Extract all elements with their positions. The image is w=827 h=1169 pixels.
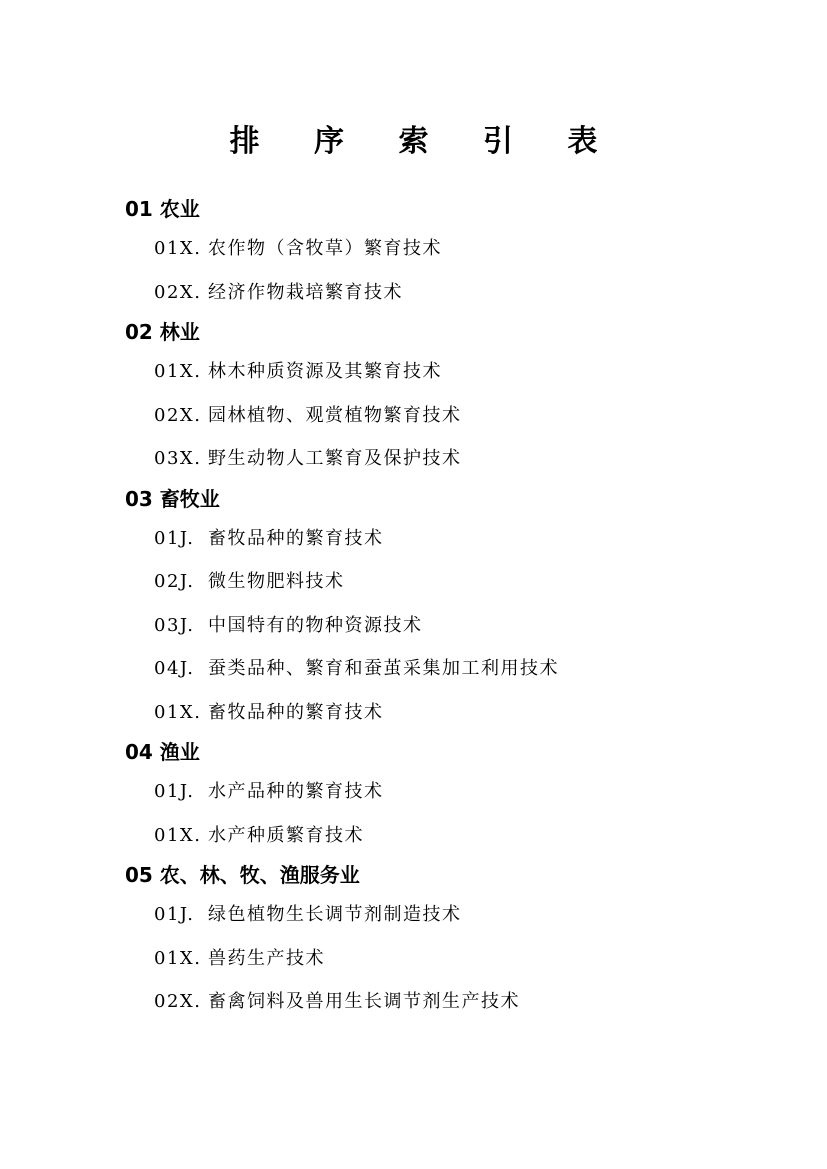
- section-services: [0, 857, 827, 1024]
- section-heading: 02 林业: [125, 320, 200, 344]
- entry-text: 水产种质繁育技术: [208, 824, 364, 846]
- entry-text: 畜牧品种的繁育技术: [208, 701, 384, 723]
- index-entry: [0, 437, 827, 481]
- entry-code: 01J.: [154, 904, 195, 925]
- entry-text: 水产品种的繁育技术: [208, 781, 384, 802]
- entry-text: 绿色植物生长调节剂制造技术: [208, 904, 462, 925]
- entry-code: 04J.: [154, 658, 195, 679]
- entry-text: 畜牧品种的繁育技术: [208, 527, 384, 549]
- index-entry: [0, 350, 827, 394]
- index-entry: [0, 394, 827, 438]
- index-entry: [0, 980, 827, 1024]
- section-forestry: [0, 314, 827, 481]
- index-entry: [0, 814, 827, 858]
- entry-text: 园林植物、观赏植物繁育技术: [208, 404, 462, 426]
- section-animal-husbandry: [0, 481, 827, 735]
- index-entry: [0, 604, 827, 648]
- entry-code: 01X.: [154, 701, 202, 723]
- entry-code: 02J.: [154, 571, 195, 592]
- entry-text: 微生物肥料技术: [208, 571, 345, 592]
- index-entry: [0, 271, 827, 315]
- entry-code: 01X.: [154, 238, 202, 259]
- entry-code: 02X.: [154, 281, 202, 303]
- entry-text: 野生动物人工繁育及保护技术: [208, 448, 462, 469]
- index-entry: [0, 893, 827, 937]
- index-entry: [0, 937, 827, 981]
- entry-text: 经济作物栽培繁育技术: [208, 281, 403, 303]
- index-entry: [0, 517, 827, 561]
- entry-code: 03X.: [154, 448, 202, 469]
- section-heading: 03 畜牧业: [125, 486, 220, 511]
- section-heading: 05 农、林、牧、渔服务业: [125, 863, 360, 887]
- entry-text: 农作物（含牧草）繁育技术: [208, 238, 442, 259]
- entry-text: 畜禽饲料及兽用生长调节剂生产技术: [208, 991, 520, 1012]
- entry-code: 02X.: [154, 404, 202, 426]
- entry-code: 03J.: [154, 614, 195, 636]
- index-entry: [0, 560, 827, 604]
- section-heading: 04 渔业: [125, 740, 200, 764]
- entry-code: 02X.: [154, 991, 202, 1012]
- entry-code: 01J.: [154, 781, 195, 802]
- section-agriculture: [0, 191, 827, 314]
- entry-code: 01J.: [154, 527, 195, 549]
- entry-code: 01X.: [154, 824, 202, 846]
- index-entry: [0, 227, 827, 271]
- entry-text: 中国特有的物种资源技术: [208, 614, 423, 636]
- page-title: 排 序 索 引 表: [229, 124, 620, 160]
- entry-text: 蚕类品种、繁育和蚕茧采集加工利用技术: [208, 658, 559, 679]
- entry-text: 林木种质资源及其繁育技术: [208, 361, 442, 382]
- section-heading: 01 农业: [125, 197, 200, 221]
- entry-code: 01X.: [154, 947, 202, 969]
- section-fishery: [0, 734, 827, 857]
- index-entry: [0, 647, 827, 691]
- index-entry: [0, 770, 827, 814]
- entry-text: 兽药生产技术: [208, 947, 325, 969]
- index-entry: [0, 691, 827, 735]
- index-list: [0, 191, 827, 1024]
- entry-code: 01X.: [154, 361, 202, 382]
